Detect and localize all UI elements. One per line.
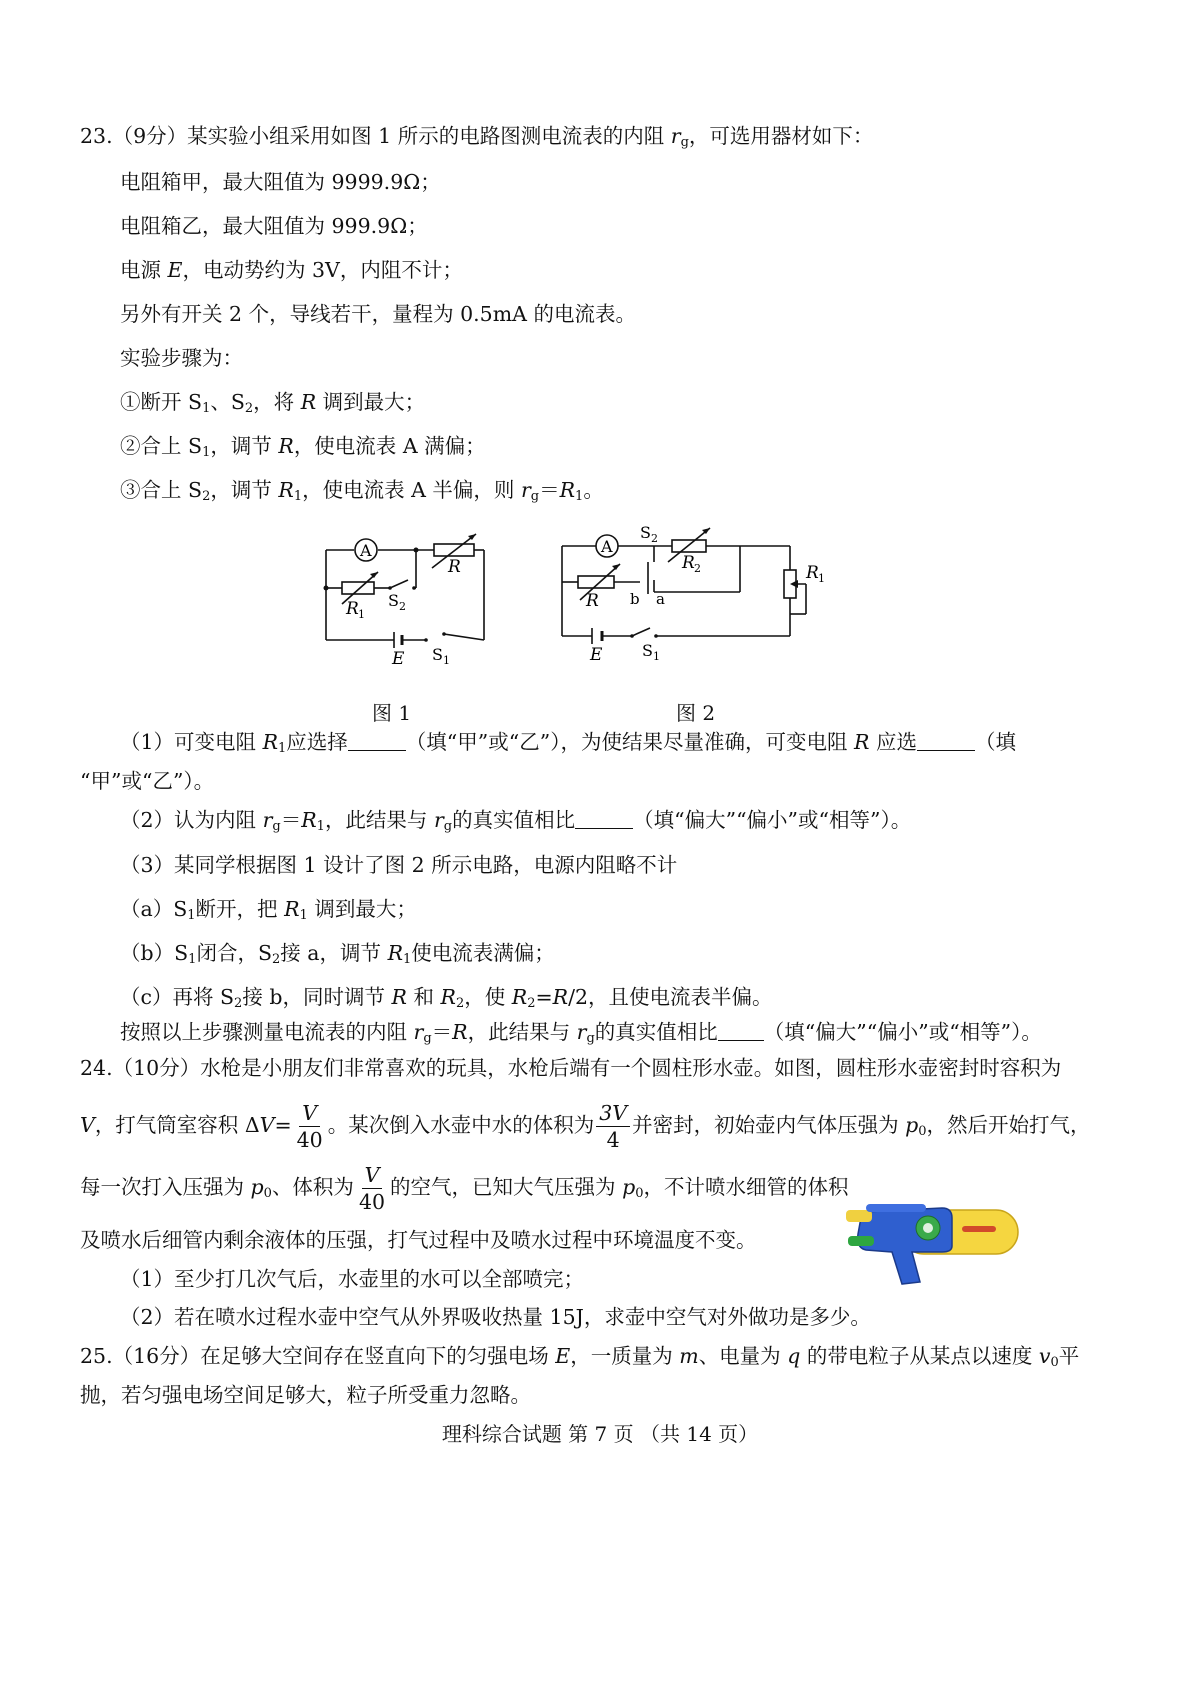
q23-step3: [120, 476, 604, 504]
symbol: r: [262, 808, 273, 832]
symbol: q: [787, 1344, 801, 1368]
text: （c）再将 S: [120, 985, 235, 1009]
answer-blank[interactable]: [917, 732, 975, 751]
symbol: R: [301, 808, 317, 832]
label-R1-sub: 1: [358, 608, 365, 621]
symbol: R: [552, 985, 569, 1009]
text: ＝: [280, 808, 302, 832]
text: 、体积为: [271, 1175, 354, 1199]
subscript: 0: [635, 1186, 644, 1201]
text: （填“甲”或“乙”），为使结果尽量准确，可变电阻: [405, 730, 848, 754]
label-S1-sub: 1: [653, 650, 660, 663]
text: 应选择: [286, 730, 348, 754]
gun-nozzle: [846, 1210, 872, 1222]
symbol: R: [452, 1020, 468, 1044]
subscript: 0: [918, 1124, 927, 1139]
subscript: 1: [187, 908, 196, 923]
subscript: g: [272, 819, 281, 834]
q25-line2: 抛，若匀强电场空间足够大，粒子所受重力忽略。: [80, 1383, 531, 1407]
water-gun-image: [842, 1190, 1022, 1290]
text: 的真实值相比: [594, 1020, 718, 1044]
ammeter-label: A: [601, 537, 613, 556]
q23-other-equipment: 另外有开关 2 个，导线若干，量程为 0.5mA 的电流表。: [120, 302, 636, 326]
label-R2: R: [682, 553, 695, 573]
subscript: 1: [293, 489, 303, 504]
label-S1-sub: 1: [443, 654, 450, 667]
text: ，电动势约为 3V，内阻不计；: [182, 258, 463, 282]
label-E: E: [590, 645, 603, 665]
text: 水枪是小朋友们非常喜欢的玩具，水枪后端有一个圆柱形水壶。如图，圆柱形水壶密封时容积为: [200, 1056, 1062, 1080]
text: 、S: [210, 390, 245, 414]
symbol: R: [387, 941, 403, 965]
text: 断开，把: [195, 897, 278, 921]
junction-dot: [414, 548, 419, 553]
symbol: m: [679, 1344, 699, 1368]
figure-2-circuit: [550, 518, 840, 668]
label-R2-sub: 2: [694, 562, 701, 575]
subscript: 1: [202, 445, 211, 460]
label-R: R: [448, 557, 461, 577]
text: ＝: [539, 478, 560, 502]
text: 每一次打入压强为: [80, 1175, 244, 1199]
symbol: v: [1038, 1344, 1051, 1368]
text: ②合上 S: [120, 434, 203, 458]
figure-1-circuit: [316, 530, 496, 675]
gun-top-rail: [866, 1204, 926, 1212]
subscript: g: [423, 1031, 432, 1046]
symbol: p: [250, 1175, 264, 1199]
switch-contact: [412, 586, 416, 590]
label-S2: S: [640, 523, 651, 542]
denominator: 40: [358, 1190, 386, 1214]
score: （10分）: [112, 1056, 201, 1080]
subscript: 1: [575, 489, 584, 504]
symbol: R: [300, 390, 317, 414]
label-E: E: [392, 649, 405, 669]
text: 。: [583, 478, 604, 502]
symbol: r: [433, 808, 444, 832]
text: 使电流表满偏；: [411, 941, 555, 965]
text: 调到最大；: [314, 897, 417, 921]
text: ①断开 S: [120, 390, 203, 414]
text: ，此结果与: [467, 1020, 571, 1044]
ammeter-label: A: [360, 541, 372, 560]
text: /2，且使电流表半偏。: [568, 985, 773, 1009]
text: 接 b，同时调节: [242, 985, 385, 1009]
subscript: 0: [263, 1186, 272, 1201]
answer-blank[interactable]: [575, 810, 633, 829]
q24-line3: [80, 1162, 848, 1215]
symbol: R: [440, 985, 456, 1009]
q23-sub1-cont: “甲”或“乙”）。: [80, 769, 215, 793]
text: ，使电流表 A 半偏，则: [302, 478, 515, 502]
subscript: g: [530, 489, 540, 504]
subscript: 2: [455, 996, 465, 1011]
text: ，使电流表 A 满偏；: [293, 434, 486, 458]
text: 接 a，调节: [280, 941, 382, 965]
text: ，使: [464, 985, 506, 1009]
label-a: a: [656, 590, 665, 608]
subscript: g: [443, 819, 453, 834]
subscript: 1: [403, 952, 412, 967]
text: 在足够大空间存在竖直向下的匀强电场: [200, 1344, 549, 1368]
subscript: 1: [316, 819, 325, 834]
junction-dot: [324, 586, 329, 591]
text: =: [535, 985, 553, 1009]
fraction-V-over-40: [356, 1162, 388, 1215]
score: （9分）: [112, 124, 188, 148]
label-R1: R: [806, 563, 819, 583]
q23-sub3a: [120, 895, 417, 923]
symbol: R: [278, 478, 294, 502]
q23-sub1: [120, 728, 1016, 756]
text: （b）S: [120, 941, 189, 965]
q23-resistor-box-a: 电阻箱甲，最大阻值为 9999.9Ω；: [120, 170, 441, 194]
text: （填: [974, 730, 1016, 754]
figure-2-caption: 图 2: [676, 701, 716, 725]
symbol: E: [167, 258, 183, 282]
text: （a）S: [120, 897, 188, 921]
symbol: R: [262, 730, 279, 754]
q23-sub3: （3）某同学根据图 1 设计了图 2 所示电路，电源内阻略不计: [120, 853, 678, 877]
symbol: V: [80, 1113, 95, 1137]
numerator: V: [362, 1162, 383, 1189]
text: ，此结果与: [324, 808, 428, 832]
text: ，打气筒室容积 Δ: [94, 1113, 260, 1137]
symbol: r: [520, 478, 531, 502]
text: ，可选用器材如下：: [688, 124, 874, 148]
text: 调到最大；: [322, 390, 426, 414]
text: 应选: [875, 730, 917, 754]
figure-1-caption: 图 1: [372, 701, 412, 725]
gun-dial-center: [923, 1223, 933, 1233]
switch-contact: [442, 632, 446, 636]
label-S2: S: [388, 591, 399, 610]
symbol: R: [391, 985, 407, 1009]
text: ＝: [431, 1020, 453, 1044]
text: ，调节: [210, 478, 272, 502]
text: 并密封，初始壶内气体压强为: [632, 1113, 899, 1137]
text: 、电量为: [698, 1344, 781, 1368]
question-number: 24.: [80, 1056, 113, 1080]
subscript: 1: [278, 741, 287, 756]
q23-sub3c: [120, 983, 773, 1011]
switch-contact: [388, 586, 392, 590]
q24-sub2: （2）若在喷水过程水壶中空气从外界吸收热量 15J，求壶中空气对外做功是多少。: [120, 1305, 871, 1329]
q23-stem: [80, 122, 873, 150]
switch-s1-blade: [444, 634, 484, 640]
text: ，将: [253, 390, 295, 414]
text: 。某次倒入水壶中水的体积为: [327, 1113, 595, 1137]
text: ，然后开始打气，: [926, 1113, 1091, 1137]
symbol: R: [559, 478, 576, 502]
symbol: R: [511, 985, 528, 1009]
text: （填“偏大”“偏小”或“相等”）。: [633, 808, 912, 832]
question-number: 23.: [80, 124, 113, 148]
text: ，一质量为: [570, 1344, 673, 1368]
text: 的空气，已知大气压强为: [390, 1175, 616, 1199]
subscript: 2: [272, 952, 281, 967]
page-footer: 理科综合试题 第 7 页 （共 14 页）: [441, 1422, 759, 1446]
denominator: 4: [606, 1128, 620, 1152]
text: 的带电粒子从某点以速度: [806, 1344, 1033, 1368]
text: 平: [1058, 1344, 1080, 1368]
switch-s2-blade: [390, 580, 408, 588]
q23-step2: [120, 432, 486, 460]
q25-stem: [80, 1342, 1079, 1370]
q23-final: [120, 1018, 1042, 1046]
subscript: 2: [244, 401, 254, 416]
q24-line2: [80, 1100, 1091, 1153]
q23-resistor-box-b: 电阻箱乙，最大阻值为 999.9Ω；: [120, 214, 428, 238]
label-S1: S: [432, 645, 443, 664]
text: 闭合，S: [196, 941, 272, 965]
subscript: g: [586, 1031, 595, 1046]
question-number: 25.: [80, 1344, 113, 1368]
denominator: 40: [296, 1128, 323, 1152]
pump-handle: [848, 1236, 874, 1246]
q23-sub3b: [120, 939, 555, 967]
subscript: 2: [234, 996, 243, 1011]
label-R: R: [586, 591, 599, 611]
label-R1: R: [346, 599, 359, 619]
subscript: 2: [527, 996, 536, 1011]
symbol: r: [576, 1020, 587, 1044]
text: 按照以上步骤测量电流表的内阻: [120, 1020, 407, 1044]
q24-stem: [80, 1054, 1061, 1082]
decal: [962, 1226, 996, 1232]
subscript: 1: [202, 401, 211, 416]
q23-sub2: [120, 806, 911, 834]
fraction-3V-over-4: [596, 1100, 630, 1153]
subscript: 1: [188, 952, 197, 967]
label-S2-sub: 2: [399, 600, 406, 613]
symbol: p: [905, 1113, 919, 1137]
text: ，不计喷水细管的体积: [643, 1175, 849, 1199]
q24-sub1: （1）至少打几次气后，水壶里的水可以全部喷完；: [120, 1267, 585, 1291]
answer-blank[interactable]: [348, 732, 406, 751]
answer-blank[interactable]: [718, 1022, 764, 1041]
text: ，调节: [210, 434, 272, 458]
symbol: R: [854, 730, 870, 754]
switch-s1-blade: [632, 628, 650, 636]
fraction-V-over-40: [294, 1100, 326, 1153]
subscript: g: [680, 135, 689, 150]
q23-steps-title: 实验步骤为：: [120, 346, 243, 370]
resistor-R1: [342, 582, 374, 594]
label-b: b: [630, 590, 640, 608]
text: 电源: [120, 258, 161, 282]
q23-step1: [120, 388, 425, 416]
text: ③合上 S: [120, 478, 203, 502]
subscript: 1: [299, 908, 308, 923]
symbol: r: [670, 124, 681, 148]
subscript: 2: [202, 489, 211, 504]
text: 和: [413, 985, 434, 1009]
score: （16分）: [112, 1344, 201, 1368]
text: =: [274, 1113, 292, 1137]
switch-contact: [654, 634, 658, 638]
text: 某实验小组采用如图 1 所示的电路图测电流表的内阻: [187, 124, 665, 148]
label-S2-sub: 2: [651, 532, 658, 545]
gun-body: [858, 1208, 952, 1284]
subscript: 0: [1050, 1355, 1059, 1370]
text: （2）认为内阻: [120, 808, 257, 832]
q24-line4: 及喷水后细管内剩余液体的压强，打气过程中及喷水过程中环境温度不变。: [80, 1228, 757, 1252]
numerator: 3V: [596, 1100, 630, 1127]
q23-power-source: [120, 256, 463, 284]
numerator: V: [299, 1100, 320, 1127]
symbol: R: [278, 434, 294, 458]
label-S1: S: [642, 641, 653, 660]
symbol: E: [555, 1344, 571, 1368]
switch-contact: [424, 638, 428, 642]
symbol: r: [413, 1020, 424, 1044]
symbol: V: [259, 1113, 275, 1137]
text: （1）可变电阻: [120, 730, 257, 754]
text: 的真实值相比: [452, 808, 576, 832]
label-R1-sub: 1: [818, 572, 825, 585]
symbol: p: [622, 1175, 636, 1199]
switch-contact: [630, 634, 634, 638]
symbol: R: [284, 897, 300, 921]
text: （填“偏大”“偏小”或“相等”）。: [763, 1020, 1042, 1044]
arrow-head: [790, 580, 798, 588]
